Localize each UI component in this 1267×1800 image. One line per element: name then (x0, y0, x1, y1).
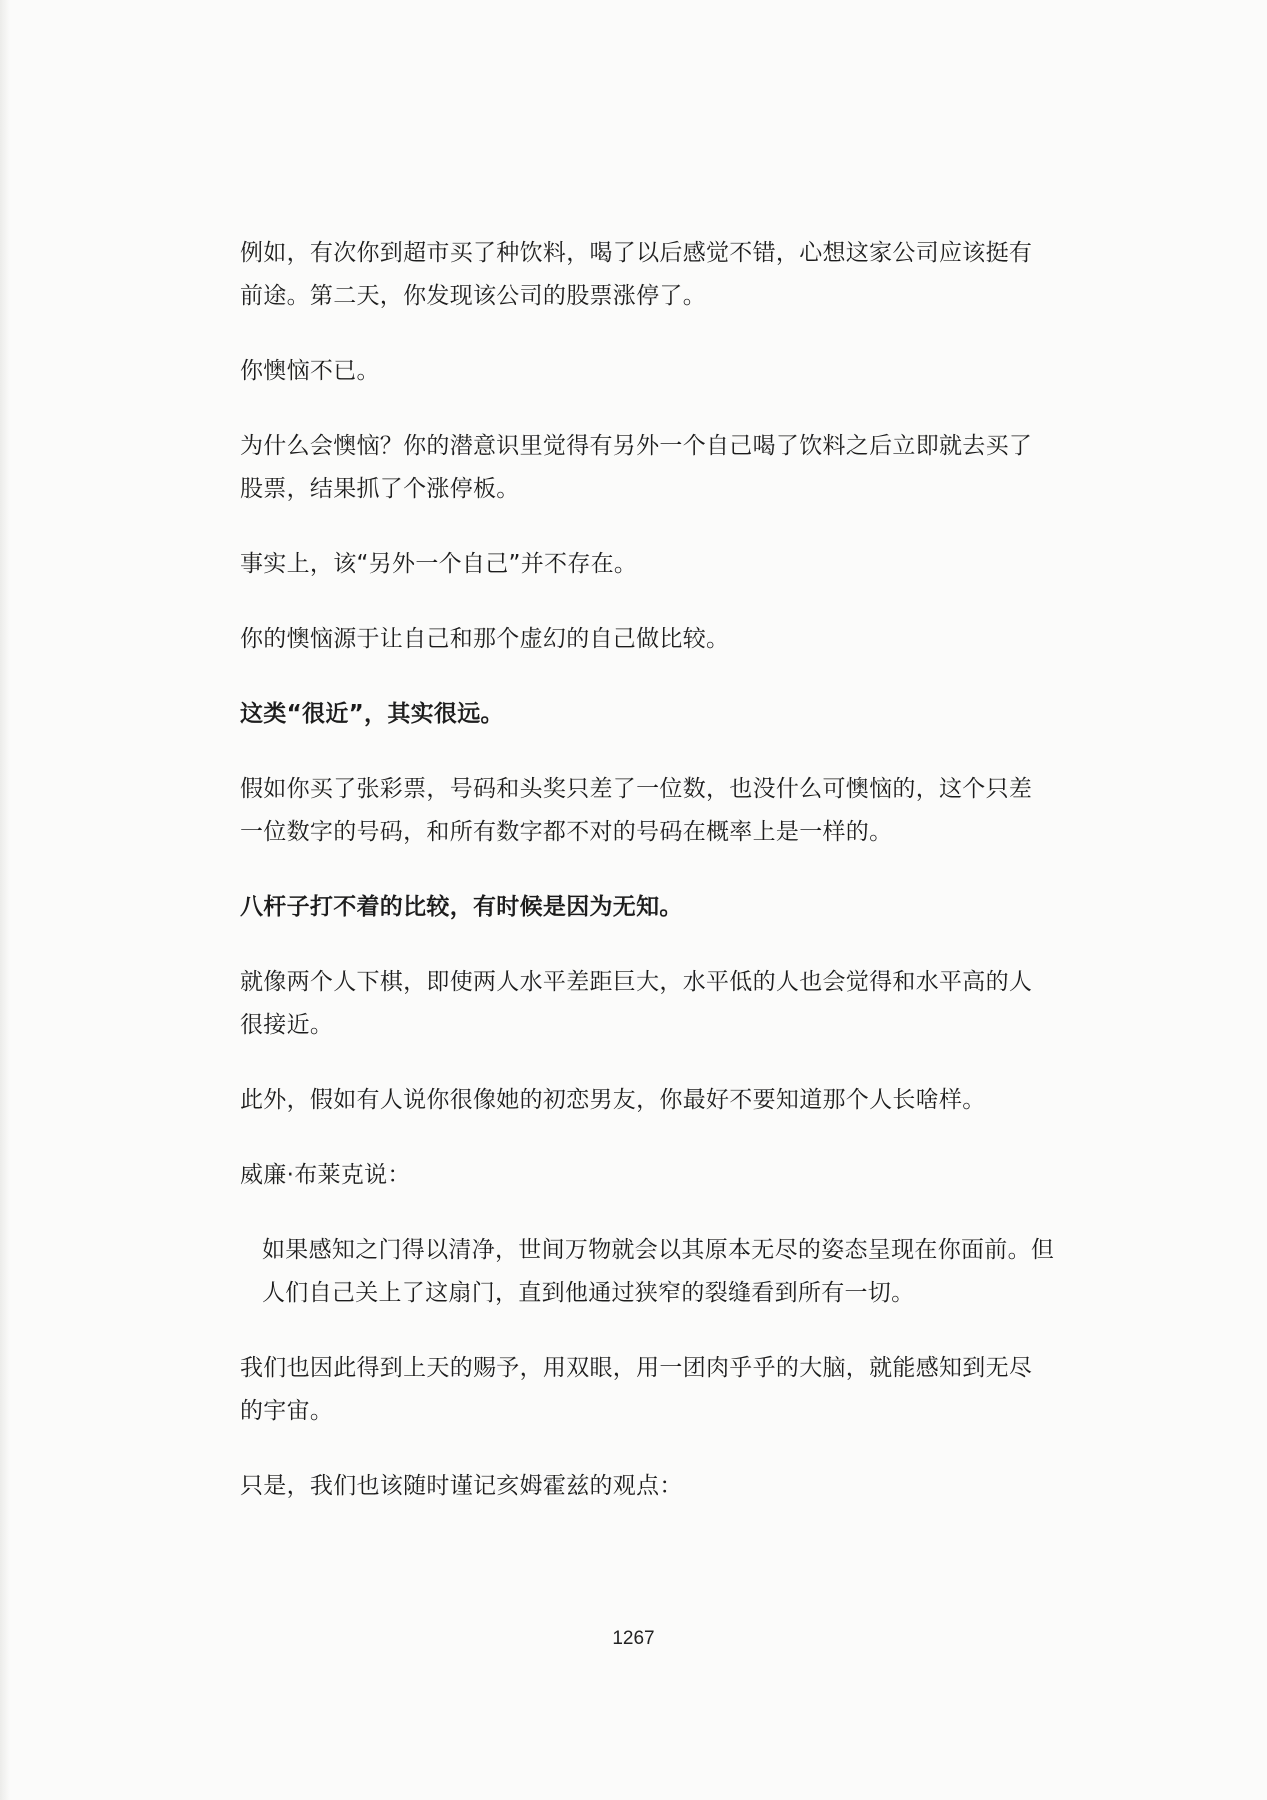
paragraph-13: 我们也因此得到上天的赐予，用双眼，用一团肉乎乎的大脑，就能感知到无尽的宇宙。 (240, 1355, 1033, 1424)
paragraph-8-bold: 八杆子打不着的比较，有时候是因为无知。 (240, 894, 683, 920)
paragraph-6-bold: 这类“很近”，其实很远。 (240, 701, 504, 727)
paragraph-1: 例如，有次你到超市买了种饮料，喝了以后感觉不错，心想这家公司应该挺有前途。第二天，你发现该公司的股票涨停了。 (240, 240, 1033, 309)
paragraph-3: 为什么会懊恼？你的潜意识里觉得有另外一个自己喝了饮料之后立即就去买了股票，结果抓了个涨停板。 (240, 433, 1033, 502)
paragraph-5: 你的懊恼源于让自己和那个虚幻的自己做比较。 (240, 626, 730, 652)
paragraph-7: 假如你买了张彩票，号码和头奖只差了一位数，也没什么可懊恼的，这个只差一位数字的号码，和所有数字都不对的号码在概率上是一样的。 (240, 776, 1033, 845)
paragraph-14: 只是，我们也该随时谨记亥姆霍兹的观点： (240, 1473, 683, 1499)
scan-edge (0, 0, 10, 1800)
paragraph-11: 威廉·布莱克说： (240, 1162, 411, 1188)
block-quote: 如果感知之门得以清净，世间万物就会以其原本无尽的姿态呈现在你面前。但人们自己关上了这扇门，直到他通过狭窄的裂缝看到所有一切。 (262, 1237, 1055, 1306)
paragraph-4: 事实上，该“另外一个自己”并不存在。 (240, 551, 638, 577)
text-column (240, 232, 1055, 1540)
paragraph-10: 此外，假如有人说你很像她的初恋男友，你最好不要知道那个人长啥样。 (240, 1087, 986, 1113)
paragraph-9: 就像两个人下棋，即使两人水平差距巨大，水平低的人也会觉得和水平高的人很接近。 (240, 969, 1033, 1038)
paragraph-2: 你懊恼不已。 (240, 358, 380, 384)
page-number: 1267 (612, 1628, 655, 1649)
